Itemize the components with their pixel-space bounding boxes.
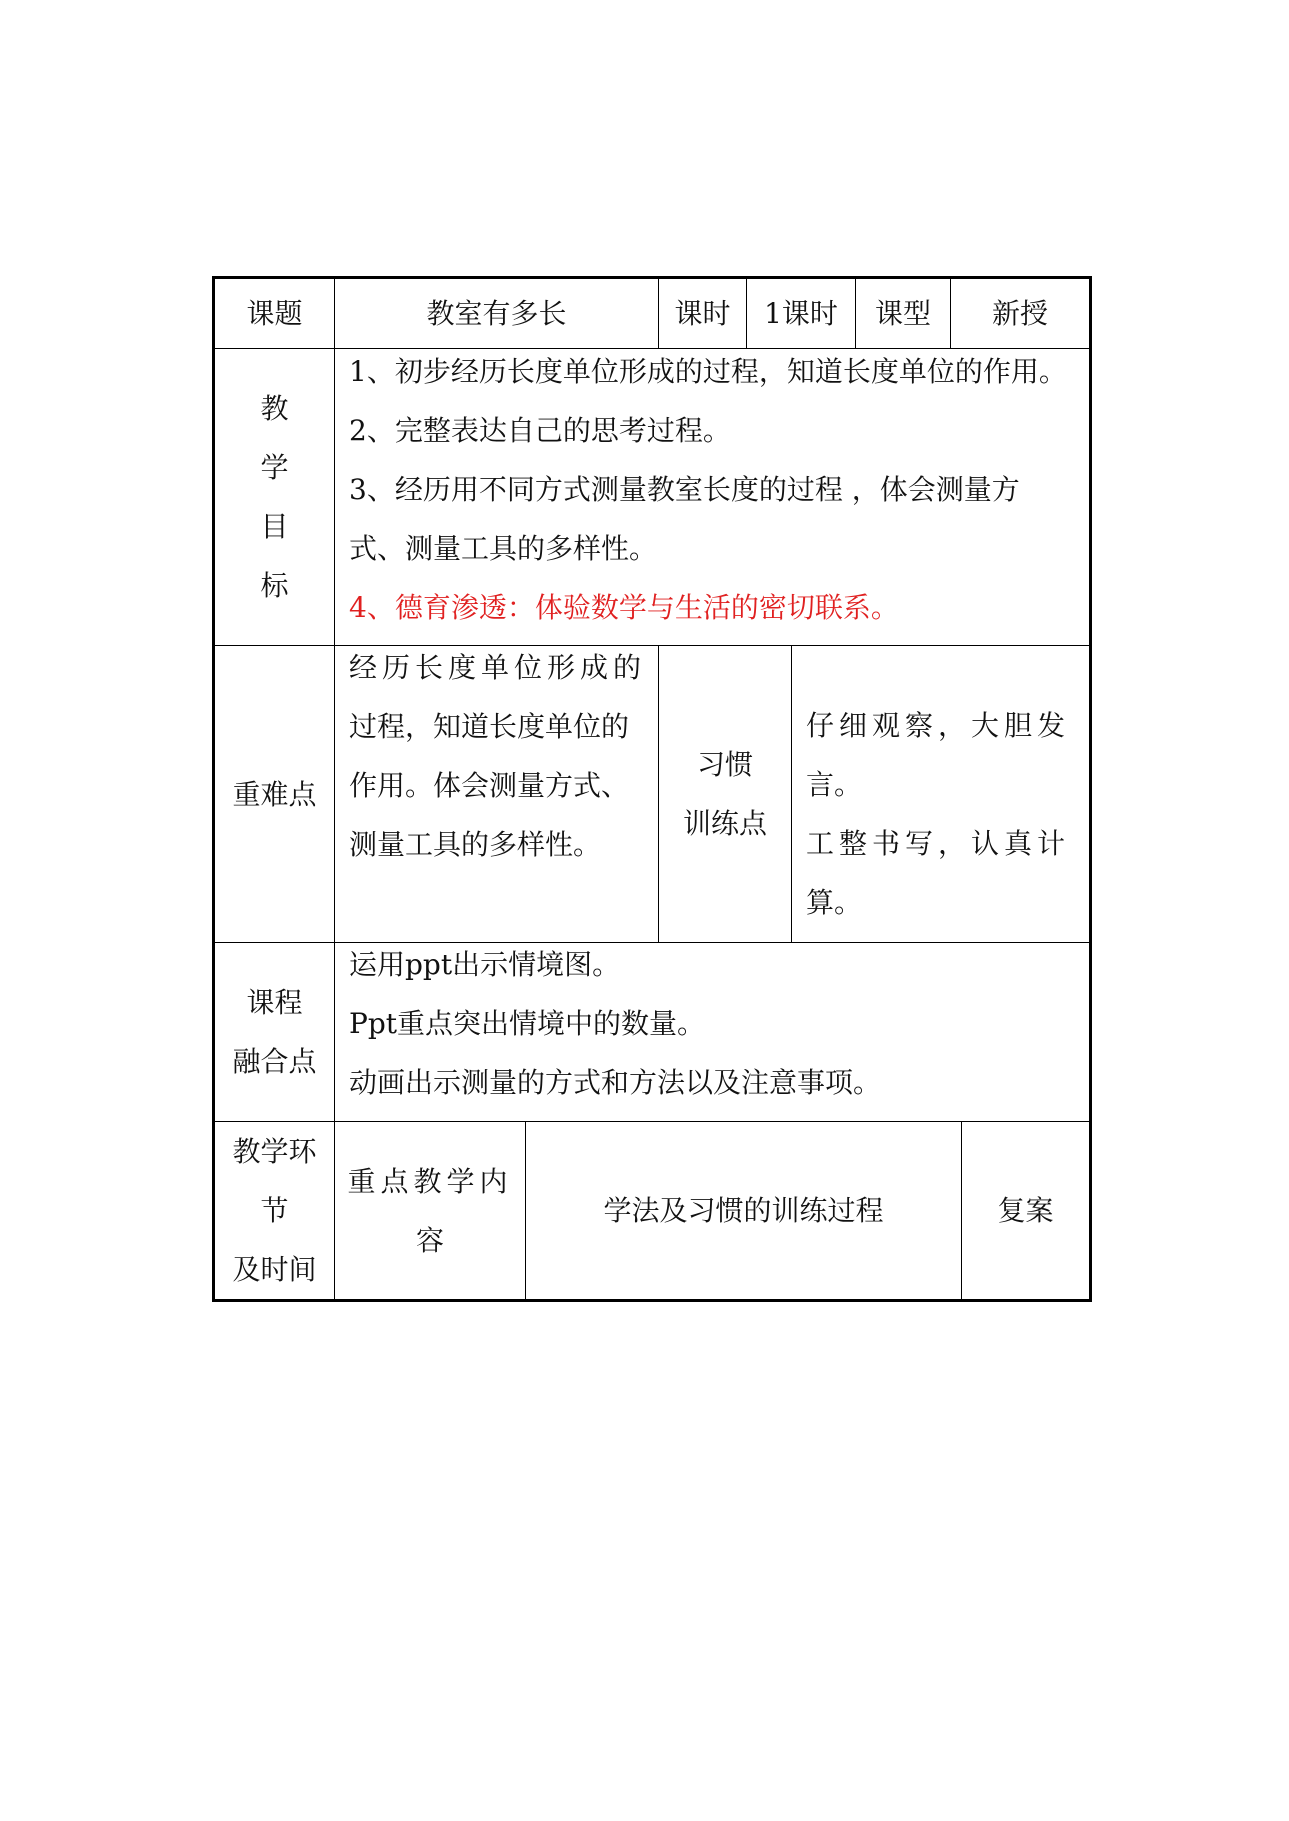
fusion-line: 运用ppt出示情境图。 bbox=[349, 948, 621, 981]
fusion-label-line: 课程 bbox=[246, 986, 303, 1019]
objectives-label bbox=[215, 349, 334, 645]
fusion-line: 动画出示测量的方式和方法以及注意事项。 bbox=[349, 1066, 882, 1099]
key-points-line: 测量工具的多样性。 bbox=[349, 828, 602, 861]
type-value: 新授 bbox=[991, 297, 1048, 330]
table-border-bottom bbox=[212, 1299, 1092, 1302]
key-points-label: 重难点 bbox=[232, 777, 317, 811]
objectives-label-char: 教 bbox=[260, 392, 289, 425]
stage-time-label-line: 节 bbox=[260, 1194, 289, 1227]
objective-item: 3、经历用不同方式测量教室长度的过程 ，体会测量方 bbox=[349, 473, 1020, 506]
key-points-line: 经历长度单位形成的 bbox=[349, 651, 647, 684]
habit-content bbox=[792, 696, 1089, 942]
habit-line: 言。 bbox=[806, 768, 863, 801]
fusion-label bbox=[215, 943, 334, 1121]
key-points-line: 过程，知道长度单位的 bbox=[349, 710, 630, 743]
stage-time-label-line: 及时间 bbox=[232, 1253, 317, 1286]
topic-label: 课题 bbox=[246, 297, 303, 330]
objective-item: 1、初步经历长度单位形成的过程，知道长度单位的作用。 bbox=[349, 355, 1067, 388]
fusion-line: Ppt重点突出情境中的数量。 bbox=[349, 1007, 706, 1040]
habit-line: 算。 bbox=[806, 886, 863, 919]
habit-label bbox=[659, 646, 791, 942]
key-points-content bbox=[335, 638, 658, 938]
objective-item-moral: 4、德育渗透：体验数学与生活的密切联系。 bbox=[349, 591, 899, 624]
habit-label-line: 训练点 bbox=[682, 807, 767, 840]
stage-time-label-line: 教学环 bbox=[232, 1135, 317, 1168]
stage-time-label bbox=[215, 1122, 334, 1299]
objective-item: 式、测量工具的多样性。 bbox=[349, 532, 658, 565]
objective-item: 2、完整表达自己的思考过程。 bbox=[349, 414, 731, 447]
key-content-header bbox=[335, 1122, 525, 1299]
period-value: 1课时 bbox=[764, 297, 838, 330]
key-content-header-line: 重点教学内 bbox=[347, 1164, 513, 1198]
habit-label-line: 习惯 bbox=[696, 748, 753, 781]
key-points-line: 作用。体会测量方式、 bbox=[349, 769, 630, 802]
topic-value: 教室有多长 bbox=[426, 297, 567, 330]
review-header: 复案 bbox=[997, 1194, 1054, 1227]
process-header: 学法及习惯的训练过程 bbox=[603, 1194, 884, 1227]
habit-line: 仔细观察，大胆发 bbox=[806, 709, 1071, 742]
objectives-list bbox=[335, 342, 1089, 645]
habit-line: 工整书写，认真计 bbox=[806, 827, 1071, 860]
key-content-header-line: 容 bbox=[415, 1223, 444, 1257]
objectives-label-char: 学 bbox=[260, 451, 289, 484]
objectives-label-char: 目 bbox=[260, 510, 289, 543]
fusion-label-line: 融合点 bbox=[232, 1045, 317, 1078]
type-label: 课型 bbox=[874, 297, 931, 330]
objectives-label-char: 标 bbox=[260, 569, 289, 602]
fusion-content bbox=[335, 935, 1089, 1121]
period-label: 课时 bbox=[674, 297, 731, 330]
table-border-right bbox=[1089, 276, 1092, 1302]
